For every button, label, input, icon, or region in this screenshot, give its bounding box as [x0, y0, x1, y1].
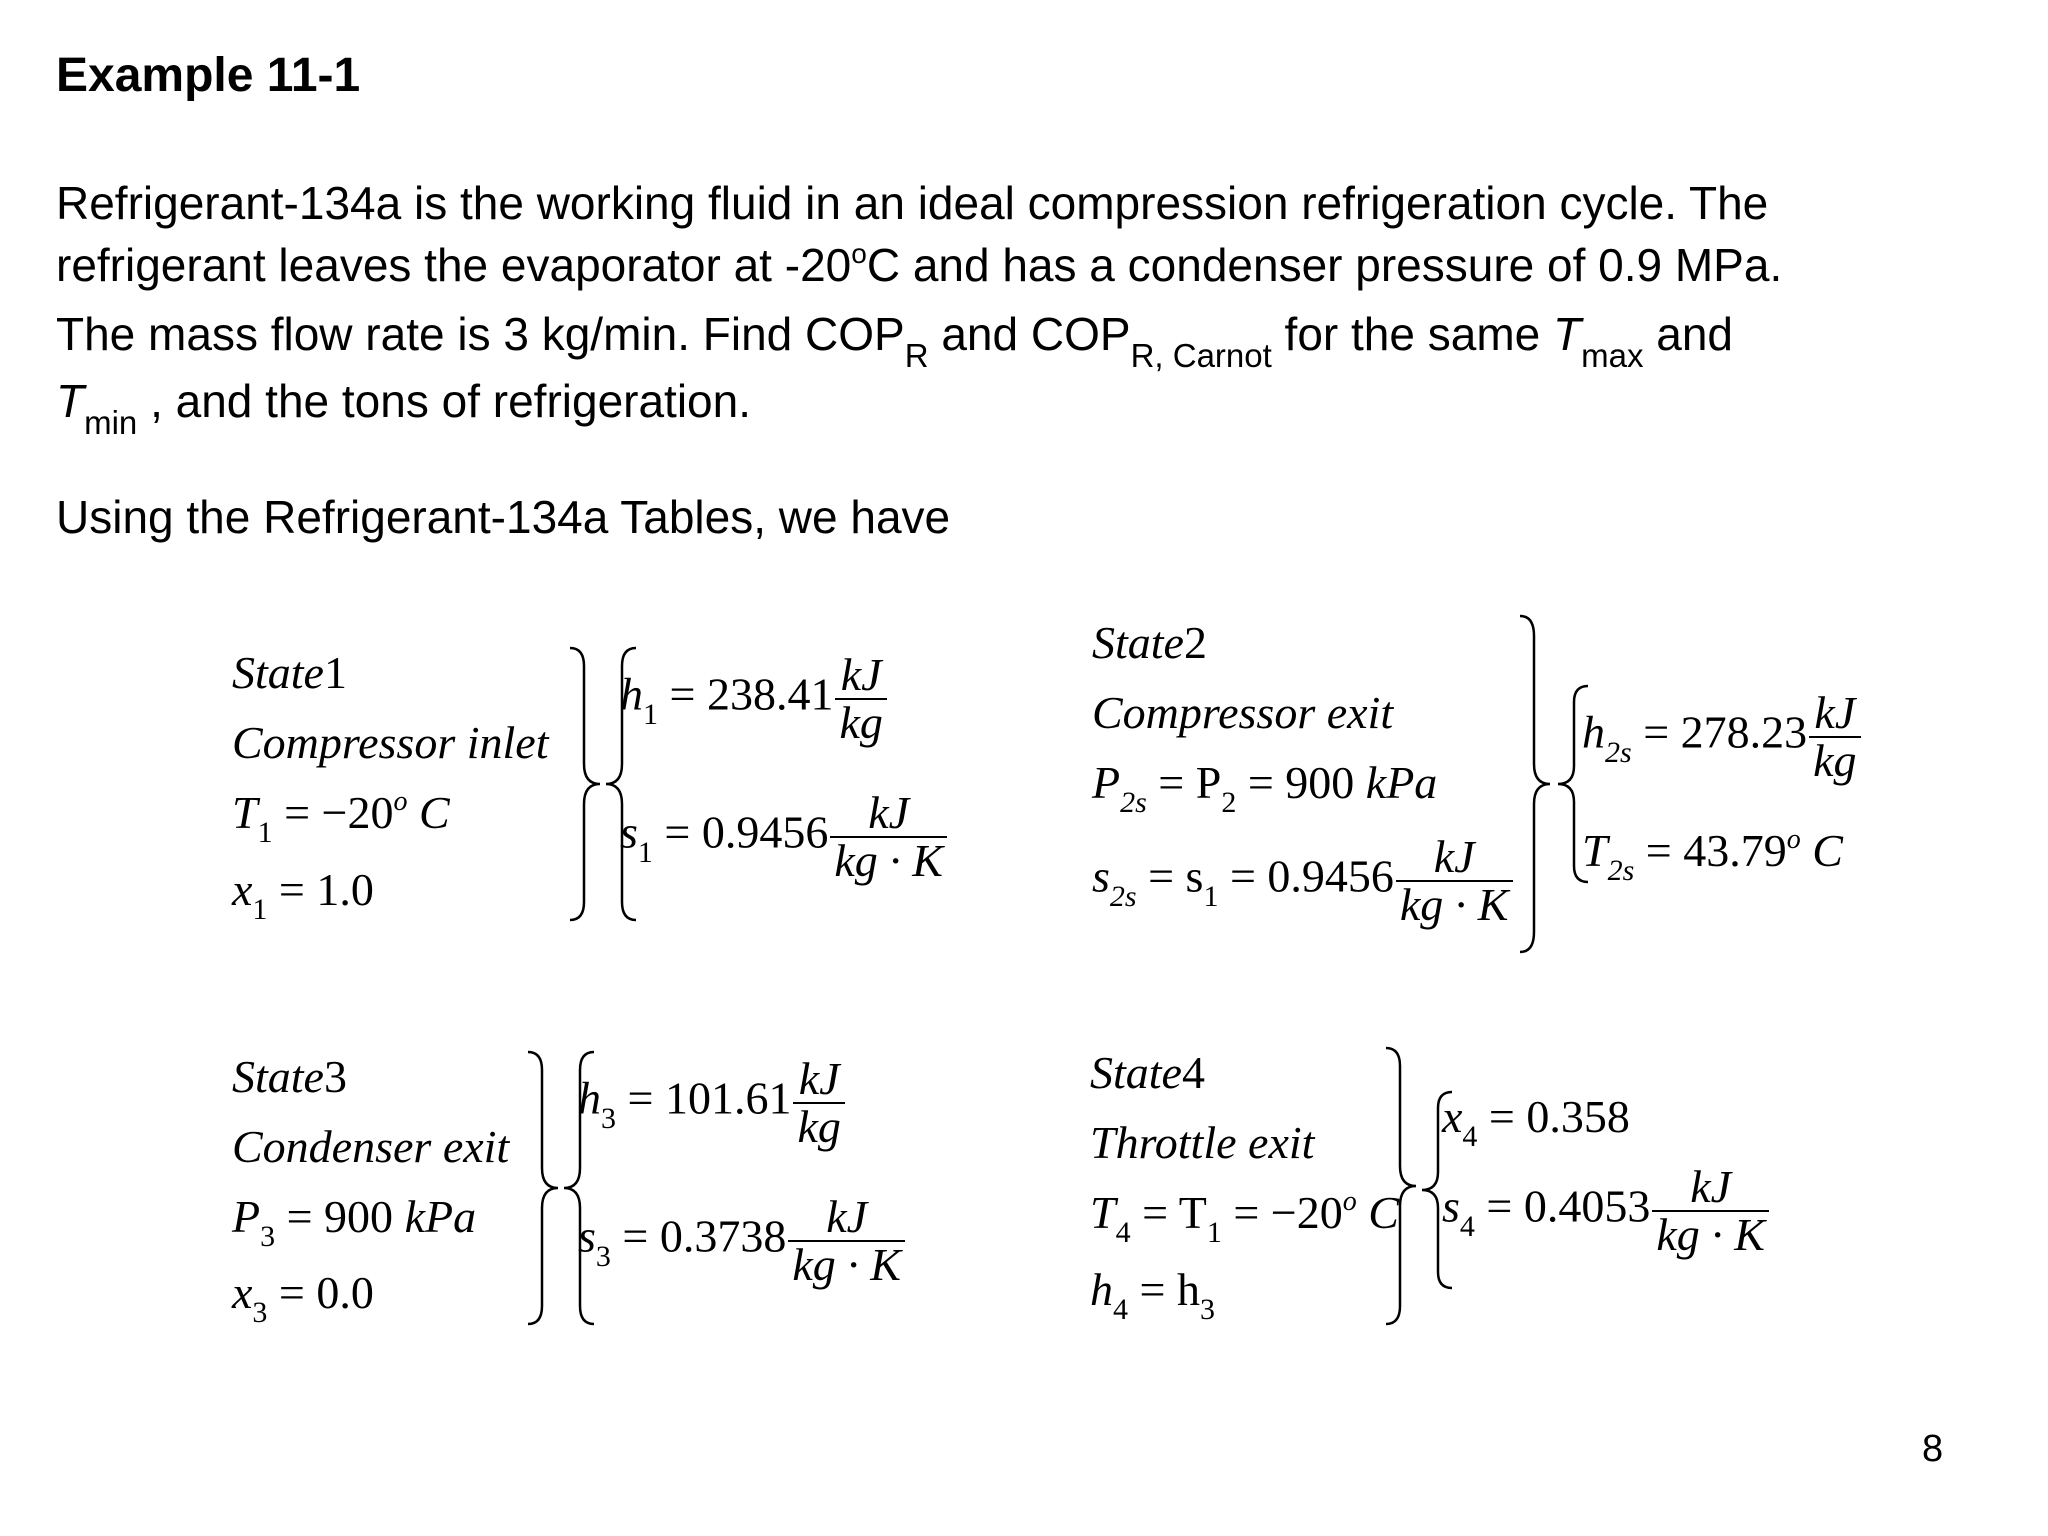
state3-pressure: $P_3 = 900$ kPa [232, 1191, 477, 1253]
state2-label: State2 [1092, 617, 1207, 668]
state4-conditions [1090, 1038, 1399, 1331]
tmax-subscript: max [1581, 337, 1644, 374]
state2-description: Compressor exit [1092, 687, 1394, 738]
cop-carnot-subscript: R, Carnot [1130, 337, 1272, 374]
state1-label: State1 [232, 647, 347, 698]
problem-text: C and has a condenser pressure of 0.9 MPa. [866, 239, 1783, 291]
t-variable: T [1553, 308, 1582, 360]
page-number: 8 [1922, 1428, 1944, 1470]
cop-subscript: R [904, 337, 929, 374]
slide-title: Example 11-1 [56, 49, 361, 102]
problem-text: and [1643, 308, 1733, 360]
problem-text: , and the tons of refrigeration. [137, 375, 751, 427]
problem-text: and COP [928, 308, 1131, 360]
state2-entropy: $s_{2s} = s_1 = 0.9456$ $\frac{kJ}{kg \cdot K}$ [1092, 834, 1513, 928]
state2-right-brace [1516, 614, 1556, 954]
problem-line-1: Refrigerant-134a is the working fluid in an ideal compression refrigeration cycle. The [56, 177, 1769, 229]
tables-intro: Using the Refrigerant-134a Tables, we have [56, 491, 951, 543]
state4-enthalpy-relation: $h_4 = h_3$ [1090, 1264, 1215, 1326]
problem-line-4 [56, 370, 2016, 441]
state4-label: State4 [1090, 1047, 1205, 1098]
problem-line-2 [56, 234, 2016, 303]
state1-entropy: $s_1 = 0.9456$ $\frac{kJ}{kg \cdot K}$ [620, 790, 947, 884]
problem-text: refrigerant leaves the evaporator at -20 [56, 239, 852, 291]
state3-quality: $x_3 = 0.0$ [232, 1267, 374, 1329]
degree-sup: o [851, 238, 867, 269]
state1-description: Compressor inlet [232, 717, 549, 768]
state2-temperature: $T_{2s} = 43.79^o$ C [1582, 824, 1843, 887]
state4-temperature: $T_4 = T_1 = -20^o$ C [1090, 1186, 1399, 1249]
state1-enthalpy: $h_1 = 238.41$ $\frac{kJ}{kg}$ [620, 652, 887, 746]
state3-conditions [232, 1042, 509, 1334]
state4-description: Throttle exit [1090, 1117, 1315, 1168]
state3-description: Condenser exit [232, 1121, 510, 1172]
state3-enthalpy: $h_3 = 101.61$ $\frac{kJ}{kg}$ [578, 1056, 845, 1150]
state1-temperature: $T_1 = -20^o$ C [232, 786, 450, 849]
problem-text: The mass flow rate is 3 kg/min. Find COP [56, 308, 905, 360]
state1-quality: $x_1 = 1.0$ [232, 864, 374, 926]
state2-enthalpy: $h_{2s} = 278.23$ $\frac{kJ}{kg}$ [1582, 690, 1861, 784]
t-variable: T [56, 375, 85, 427]
problem-text: for the same [1271, 308, 1554, 360]
state3-entropy: $s_3 = 0.3738$ $\frac{kJ}{kg \cdot K}$ [578, 1194, 905, 1288]
tmin-subscript: min [84, 404, 138, 441]
state2-conditions [1092, 608, 1437, 824]
state4-entropy: $s_4 = 0.4053$ $\frac{kJ}{kg \cdot K}$ [1442, 1164, 1769, 1258]
state2-pressure: $P_{2s} = P_2 = 900$ kPa [1092, 757, 1438, 819]
problem-line-3 [56, 303, 2016, 374]
state4-quality: $x_4 = 0.358$ [1442, 1091, 1630, 1153]
state1-conditions [232, 638, 548, 931]
state3-label: State3 [232, 1051, 347, 1102]
problem-statement [56, 172, 2016, 441]
